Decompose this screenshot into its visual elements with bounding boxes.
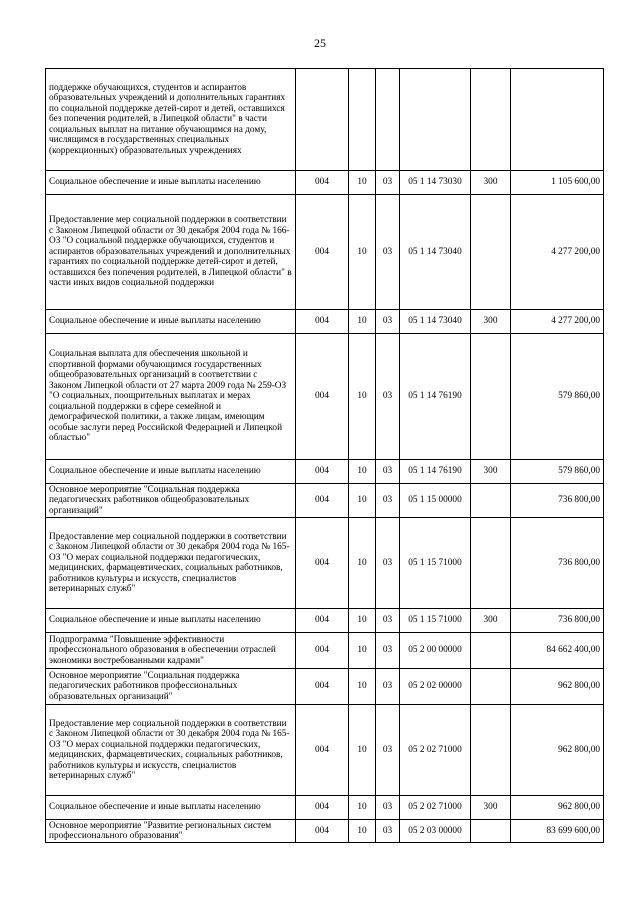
- table-row: [46, 334, 604, 460]
- table-row: [46, 705, 604, 796]
- grbs-code-cell: 004: [296, 518, 349, 609]
- target-article-code-cell: [400, 69, 471, 171]
- section-code-cell: 10: [349, 460, 376, 484]
- amount-cell: 962 800,00: [511, 669, 604, 705]
- target-article-code-cell: 05 1 14 73030: [400, 171, 471, 195]
- amount-cell: 579 860,00: [511, 334, 604, 460]
- target-article-code-cell: 05 2 02 71000: [400, 705, 471, 796]
- section-code-cell: 10: [349, 518, 376, 609]
- subsection-code-cell: 03: [376, 633, 400, 669]
- grbs-code-cell: 004: [296, 484, 349, 518]
- amount-cell: 83 699 600,00: [511, 820, 604, 843]
- table-row: [46, 171, 604, 195]
- section-code-cell: 10: [349, 669, 376, 705]
- expense-type-code-cell: [471, 705, 511, 796]
- item-name-cell: Социальное обеспечение и иные выплаты населению: [46, 796, 296, 820]
- expense-type-code-cell: [471, 518, 511, 609]
- subsection-code-cell: 03: [376, 310, 400, 334]
- item-name-cell: Социальная выплата для обеспечения школьной и спортивной формами обучающимся государственных общеобразовательных организаций в соответствии с Законом Липецкой области от 27 марта 2009 года № 259-ОЗ "О социальных, поощрительных выплатах и мерах социальной поддержки в сфере семейной и демографической политики, а также лицам, имеющим особые заслуги перед Российской Федерацией и Липецкой областью": [46, 334, 296, 460]
- subsection-code-cell: 03: [376, 518, 400, 609]
- section-code-cell: 10: [349, 820, 376, 843]
- expense-type-code-cell: 300: [471, 796, 511, 820]
- table-row: [46, 518, 604, 609]
- target-article-code-cell: 05 1 15 00000: [400, 484, 471, 518]
- subsection-code-cell: 03: [376, 705, 400, 796]
- subsection-code-cell: 03: [376, 820, 400, 843]
- budget-table: [45, 68, 604, 843]
- table-row: [46, 69, 604, 171]
- section-code-cell: 10: [349, 609, 376, 633]
- expense-type-code-cell: [471, 334, 511, 460]
- subsection-code-cell: 03: [376, 609, 400, 633]
- target-article-code-cell: 05 1 14 73040: [400, 310, 471, 334]
- amount-cell: 4 277 200,00: [511, 310, 604, 334]
- page-number: 25: [314, 36, 326, 50]
- expense-type-code-cell: [471, 69, 511, 171]
- amount-cell: 736 800,00: [511, 484, 604, 518]
- amount-cell: 84 662 400,00: [511, 633, 604, 669]
- table-row: [46, 460, 604, 484]
- section-code-cell: 10: [349, 796, 376, 820]
- table-row: [46, 796, 604, 820]
- amount-cell: 736 800,00: [511, 609, 604, 633]
- item-name-cell: Социальное обеспечение и иные выплаты населению: [46, 609, 296, 633]
- grbs-code-cell: 004: [296, 460, 349, 484]
- table-row: [46, 669, 604, 705]
- subsection-code-cell: 03: [376, 484, 400, 518]
- amount-cell: 736 800,00: [511, 518, 604, 609]
- target-article-code-cell: 05 2 02 00000: [400, 669, 471, 705]
- amount-cell: 962 800,00: [511, 796, 604, 820]
- grbs-code-cell: [296, 69, 349, 171]
- grbs-code-cell: 004: [296, 609, 349, 633]
- section-code-cell: 10: [349, 195, 376, 310]
- table-row: [46, 484, 604, 518]
- table-row: [46, 633, 604, 669]
- expense-type-code-cell: 300: [471, 609, 511, 633]
- target-article-code-cell: 05 1 15 71000: [400, 609, 471, 633]
- grbs-code-cell: 004: [296, 820, 349, 843]
- expense-type-code-cell: 300: [471, 171, 511, 195]
- target-article-code-cell: 05 1 14 73040: [400, 195, 471, 310]
- amount-cell: 1 105 600,00: [511, 171, 604, 195]
- item-name-cell: Предоставление мер социальной поддержки в соответствии с Законом Липецкой области от 30 декабря 2004 года № 166-ОЗ "О социальной поддержке обучающихся, студентов и аспирантов образовательных учреждений и дополнительных гарантиях по социальной поддержке детей-сирот и детей, оставшихся без попечения родителей, в Липецкой области" в части иных видов социальной поддержки: [46, 195, 296, 310]
- grbs-code-cell: 004: [296, 195, 349, 310]
- table-row: [46, 310, 604, 334]
- item-name-cell: Основное мероприятие "Развитие региональных систем профессионального образования": [46, 820, 296, 843]
- target-article-code-cell: 05 2 02 71000: [400, 796, 471, 820]
- subsection-code-cell: [376, 69, 400, 171]
- table-row: [46, 820, 604, 843]
- grbs-code-cell: 004: [296, 705, 349, 796]
- amount-cell: [511, 69, 604, 171]
- section-code-cell: 10: [349, 633, 376, 669]
- expense-type-code-cell: [471, 669, 511, 705]
- section-code-cell: [349, 69, 376, 171]
- expense-type-code-cell: [471, 633, 511, 669]
- item-name-cell: Социальное обеспечение и иные выплаты населению: [46, 460, 296, 484]
- subsection-code-cell: 03: [376, 669, 400, 705]
- target-article-code-cell: 05 1 14 76190: [400, 334, 471, 460]
- grbs-code-cell: 004: [296, 669, 349, 705]
- expense-type-code-cell: 300: [471, 460, 511, 484]
- subsection-code-cell: 03: [376, 171, 400, 195]
- item-name-cell: Предоставление мер социальной поддержки в соответствии с Законом Липецкой области от 30 декабря 2004 года № 165-ОЗ "О мерах социальной поддержки педагогических, медицинских, фармацевтических, социальных работников, работников культуры и искусств, специалистов ветеринарных служб": [46, 705, 296, 796]
- target-article-code-cell: 05 1 14 76190: [400, 460, 471, 484]
- grbs-code-cell: 004: [296, 171, 349, 195]
- section-code-cell: 10: [349, 705, 376, 796]
- grbs-code-cell: 004: [296, 796, 349, 820]
- item-name-cell: Подпрограмма "Повышение эффективности профессионального образования в обеспечении отраслей экономики востребованными кадрами": [46, 633, 296, 669]
- expense-type-code-cell: [471, 484, 511, 518]
- section-code-cell: 10: [349, 171, 376, 195]
- grbs-code-cell: 004: [296, 334, 349, 460]
- target-article-code-cell: 05 1 15 71000: [400, 518, 471, 609]
- grbs-code-cell: 004: [296, 633, 349, 669]
- target-article-code-cell: 05 2 03 00000: [400, 820, 471, 843]
- section-code-cell: 10: [349, 334, 376, 460]
- expense-type-code-cell: 300: [471, 310, 511, 334]
- amount-cell: 4 277 200,00: [511, 195, 604, 310]
- subsection-code-cell: 03: [376, 195, 400, 310]
- subsection-code-cell: 03: [376, 460, 400, 484]
- item-name-cell: Социальное обеспечение и иные выплаты населению: [46, 310, 296, 334]
- section-code-cell: 10: [349, 310, 376, 334]
- section-code-cell: 10: [349, 484, 376, 518]
- item-name-cell: Основное мероприятие "Социальная поддержка педагогических работников профессиональных образовательных организаций": [46, 669, 296, 705]
- grbs-code-cell: 004: [296, 310, 349, 334]
- amount-cell: 579 860,00: [511, 460, 604, 484]
- amount-cell: 962 800,00: [511, 705, 604, 796]
- item-name-cell: Социальное обеспечение и иные выплаты населению: [46, 171, 296, 195]
- expense-type-code-cell: [471, 820, 511, 843]
- item-name-cell: Предоставление мер социальной поддержки в соответствии с Законом Липецкой области от 30 декабря 2004 года № 165-ОЗ "О мерах социальной поддержки педагогических, медицинских, фармацевтических, социальных работников, работников культуры и искусств, специалистов ветеринарных служб": [46, 518, 296, 609]
- target-article-code-cell: 05 2 00 00000: [400, 633, 471, 669]
- table-row: [46, 609, 604, 633]
- table-row: [46, 195, 604, 310]
- item-name-cell: поддержке обучающихся, студентов и аспирантов образовательных учреждений и дополнительных гарантиях по социальной поддержке детей-сирот и детей, оставшихся без попечения родителей, в Липецкой области" в части социальных выплат на питание обучающимся на дому, числящимся в государственных специальных (коррекционных) образовательных учреждениях: [46, 69, 296, 171]
- item-name-cell: Основное мероприятие "Социальная поддержка педагогических работников общеобразовательных организаций": [46, 484, 296, 518]
- subsection-code-cell: 03: [376, 796, 400, 820]
- subsection-code-cell: 03: [376, 334, 400, 460]
- expense-type-code-cell: [471, 195, 511, 310]
